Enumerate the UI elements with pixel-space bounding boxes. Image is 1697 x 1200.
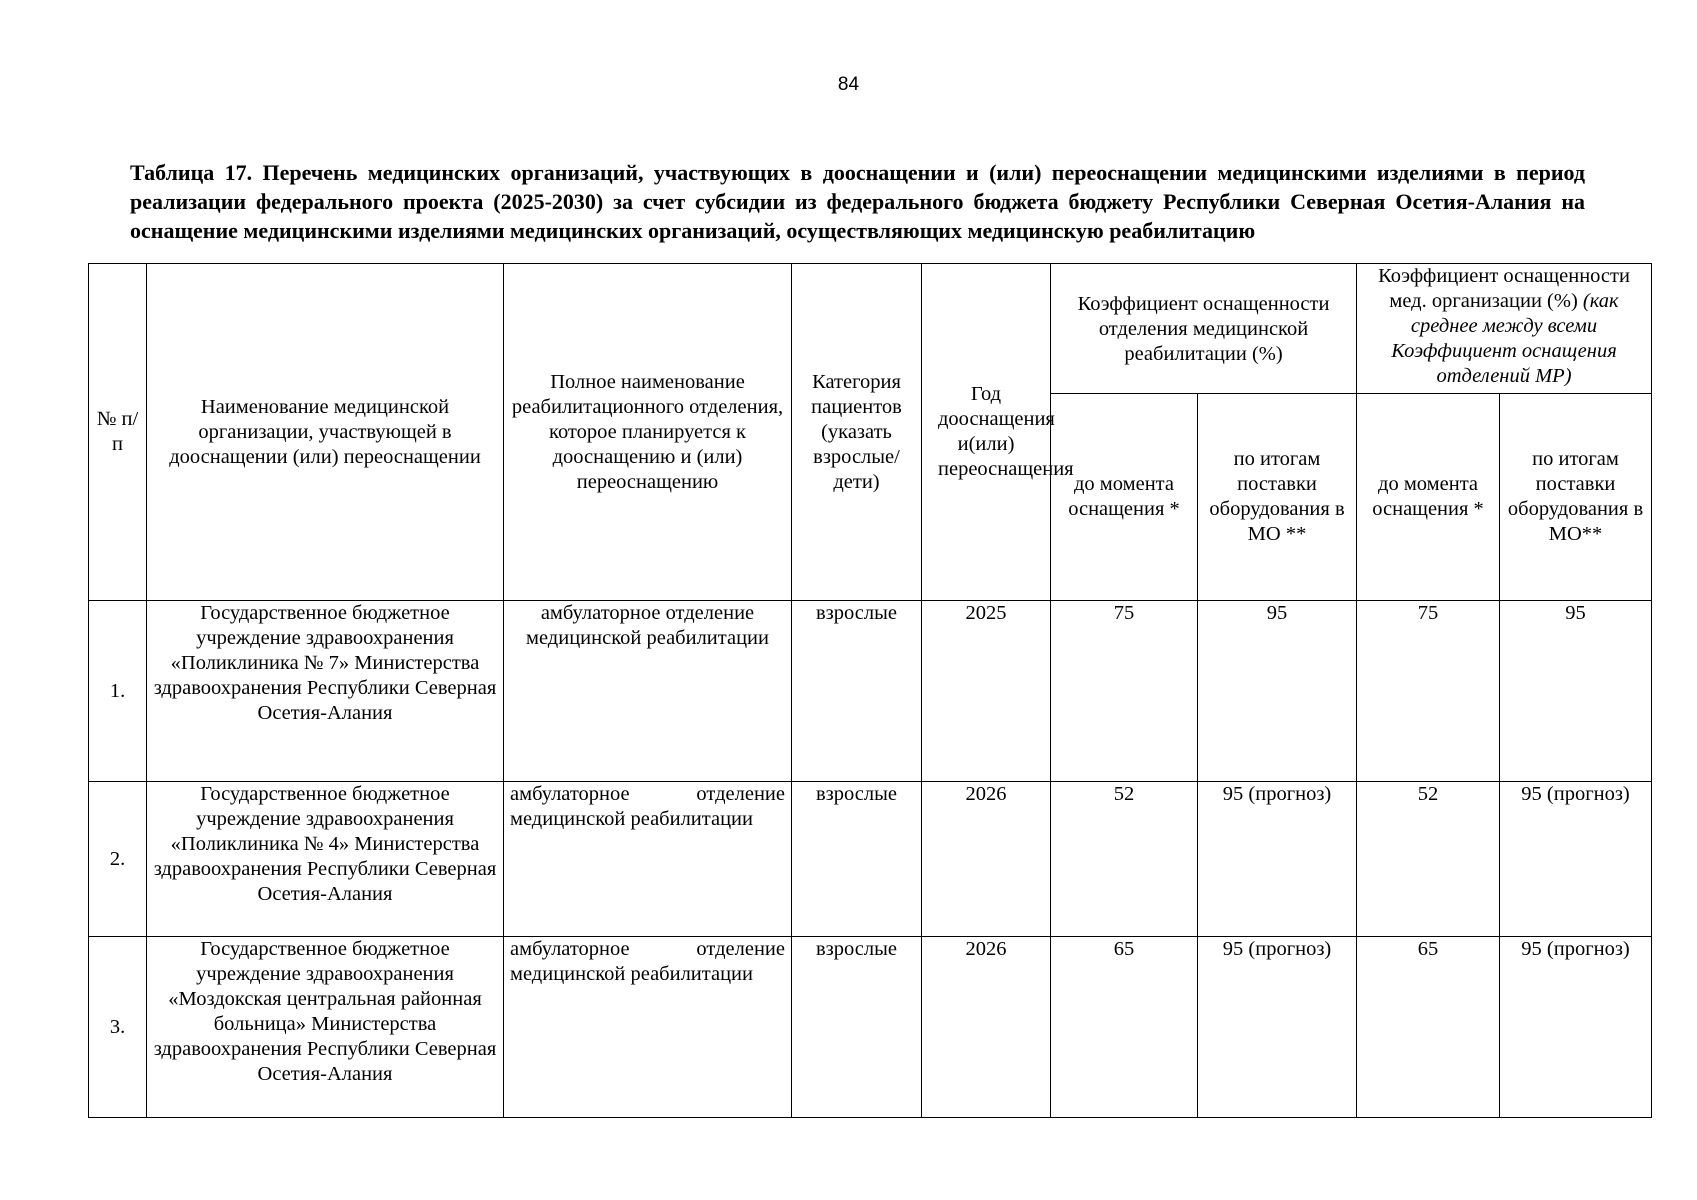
row-year: 2025 <box>922 601 1051 782</box>
header-mo-before: до момента оснащения * <box>1357 394 1500 601</box>
row-mo-before: 65 <box>1357 937 1500 1118</box>
header-organization-coefficient <box>1357 264 1652 394</box>
header-organization-coefficient-note: (как среднее между всеми Коэффициент оснащения отделений МР) <box>1391 290 1619 387</box>
row-category: взрослые <box>792 601 922 782</box>
header-num: № п/п <box>89 264 147 601</box>
row-mo-before: 52 <box>1357 782 1500 937</box>
row-organization: Государственное бюджетное учреждение здравоохранения «Поликлиника № 4» Министерства здравоохранения Республики Северная Осетия-Алания <box>147 782 504 937</box>
header-organization-coefficient-label: Коэффициент оснащенности мед. организации (%) <box>1378 265 1630 312</box>
header-organization: Наименование медицинской организации, участвующей в дооснащении (или) переоснащении <box>147 264 504 601</box>
header-year: Год дооснащения и(или) переоснащения <box>922 264 1051 601</box>
header-mo-after: по итогам поставки оборудования в МО** <box>1500 394 1652 601</box>
row-department: амбулаторное отделение медицинской реабилитации <box>504 937 792 1118</box>
organizations-table <box>88 263 1652 1118</box>
header-dept-before: до момента оснащения * <box>1051 394 1198 601</box>
row-category: взрослые <box>792 782 922 937</box>
page-number: 84 <box>837 74 860 95</box>
row-year: 2026 <box>922 782 1051 937</box>
row-department: амбулаторное отделение медицинской реабилитации <box>504 782 792 937</box>
row-mo-after: 95 (прогноз) <box>1500 937 1652 1118</box>
row-number: 2. <box>89 782 147 937</box>
table-row <box>89 782 1652 937</box>
row-number: 3. <box>89 937 147 1118</box>
row-year: 2026 <box>922 937 1051 1118</box>
table-caption: Таблица 17. Перечень медицинских организаций, участвующих в дооснащении и (или) переоснащении медицинскими изделиями в период реализации федерального проекта (2025-2030) за счет субсидии из федерального бюджета бюджету Республики Северная Осетия-Алания на оснащение медицинскими изделиями медицинских организаций, осуществляющих медицинскую реабилитацию <box>130 160 1585 243</box>
row-dept-after: 95 (прогноз) <box>1198 782 1357 937</box>
row-dept-before: 75 <box>1051 601 1198 782</box>
table-row <box>89 601 1652 782</box>
header-category: Категория пациентов (указать взрослые/ дети) <box>792 264 922 601</box>
table-row <box>89 937 1652 1118</box>
row-dept-after: 95 <box>1198 601 1357 782</box>
row-category: взрослые <box>792 937 922 1118</box>
header-department-coefficient: Коэффициент оснащенности отделения медицинской реабилитации (%) <box>1051 264 1357 394</box>
row-dept-before: 52 <box>1051 782 1198 937</box>
header-row-1 <box>89 264 1652 394</box>
row-dept-after: 95 (прогноз) <box>1198 937 1357 1118</box>
header-dept-after: по итогам поставки оборудования в МО ** <box>1198 394 1357 601</box>
header-department: Полное наименование реабилитационного отделения, которое планируется к дооснащению и (или) переоснащению <box>504 264 792 601</box>
row-mo-after: 95 (прогноз) <box>1500 782 1652 937</box>
row-dept-before: 65 <box>1051 937 1198 1118</box>
row-department: амбулаторное отделение медицинской реабилитации <box>504 601 792 782</box>
row-mo-after: 95 <box>1500 601 1652 782</box>
row-mo-before: 75 <box>1357 601 1500 782</box>
row-organization: Государственное бюджетное учреждение здравоохранения «Поликлиника № 7» Министерства здравоохранения Республики Северная Осетия-Алания <box>147 601 504 782</box>
row-organization: Государственное бюджетное учреждение здравоохранения «Моздокская центральная районная больница» Министерства здравоохранения Республики Северная Осетия-Алания <box>147 937 504 1118</box>
row-number: 1. <box>89 601 147 782</box>
